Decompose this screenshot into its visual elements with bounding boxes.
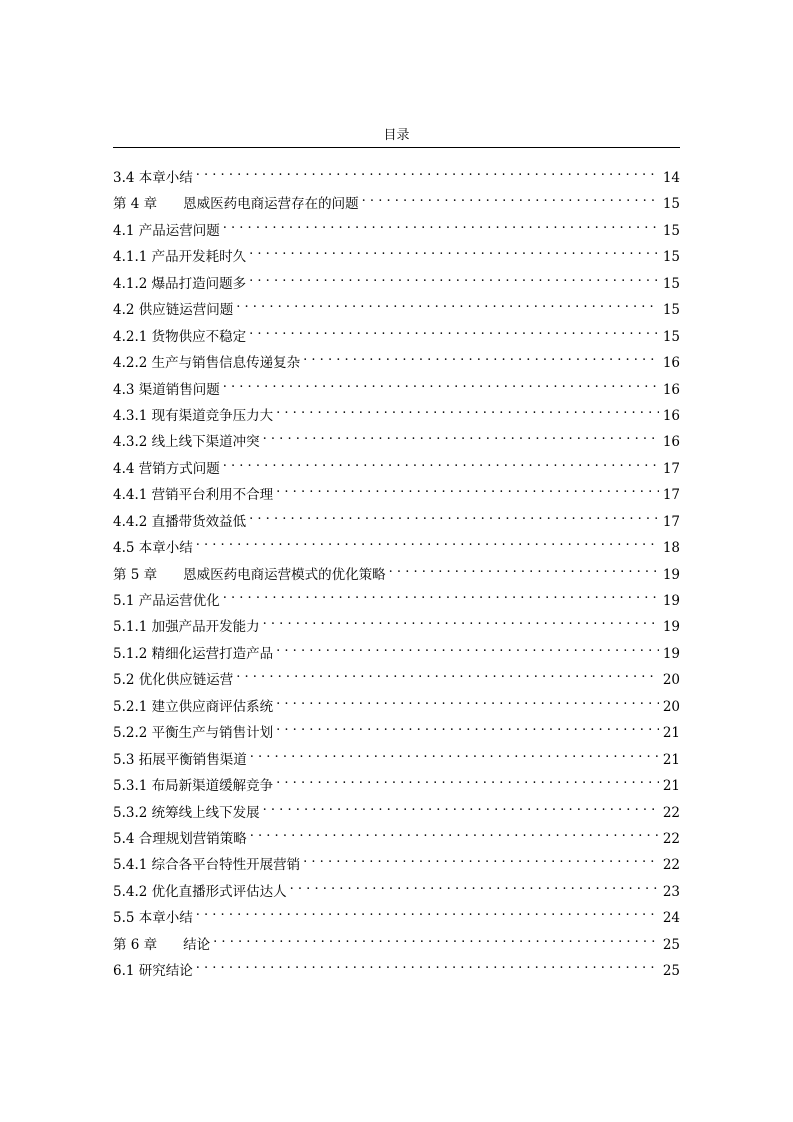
toc-entry-label: 5.3 拓展平衡销售渠道 xyxy=(113,751,247,768)
toc-entry-label: 5.2 优化供应链运营 xyxy=(113,672,234,689)
toc-entry-page: 16 xyxy=(662,381,680,398)
toc-entry[interactable] xyxy=(113,426,680,452)
toc-chapter-entry[interactable] xyxy=(113,559,680,585)
toc-entry-page: 15 xyxy=(662,196,680,213)
toc-entry[interactable] xyxy=(113,585,680,611)
toc-entry-label: 4.3.2 线上线下渠道冲突 xyxy=(113,434,260,451)
page-header xyxy=(113,127,680,148)
toc-entry[interactable] xyxy=(113,955,680,981)
toc-entry-label: 5.5 本章小结 xyxy=(113,910,193,927)
toc-entry-label: 4.2.1 货物供应不稳定 xyxy=(113,328,247,345)
toc-entry-page: 19 xyxy=(662,566,680,583)
toc-entry-label: 4.4.2 直播带货效益低 xyxy=(113,513,247,530)
toc-entry[interactable] xyxy=(113,638,680,664)
toc-entry-label: 4.5 本章小结 xyxy=(113,540,193,557)
toc-entry-page: 22 xyxy=(662,830,680,847)
toc-entry-page: 15 xyxy=(662,249,680,266)
toc-leader-dots xyxy=(276,400,659,420)
toc-entry-label xyxy=(113,565,389,585)
toc-entry-page: 16 xyxy=(662,407,680,424)
toc-leader-dots xyxy=(223,453,659,473)
toc-entry-label: 5.1.2 精细化运营打造产品 xyxy=(113,645,274,662)
toc-entry-page: 16 xyxy=(662,355,680,372)
toc-entry-label: 4.1 产品运营问题 xyxy=(113,222,220,239)
toc-leader-dots xyxy=(263,797,659,817)
toc-leader-dots xyxy=(276,717,659,737)
toc-entry-page: 15 xyxy=(662,275,680,292)
toc-leader-dots xyxy=(236,294,659,314)
toc-entry-label: 5.2.1 建立供应商评估系统 xyxy=(113,698,274,715)
toc-entry-page: 18 xyxy=(662,540,680,557)
toc-entry[interactable] xyxy=(113,611,680,637)
toc-entry-page: 21 xyxy=(662,751,680,768)
toc-entry[interactable] xyxy=(113,744,680,770)
toc-leader-dots xyxy=(196,162,659,182)
toc-entry-page: 15 xyxy=(662,328,680,345)
toc-entry-label: 5.4.2 优化直播形式评估达人 xyxy=(113,883,287,900)
toc-entry[interactable] xyxy=(113,876,680,902)
toc-entry-label: 4.4 营销方式问题 xyxy=(113,460,220,477)
page-header-title: 目录 xyxy=(383,128,410,143)
toc-entry[interactable] xyxy=(113,321,680,347)
toc-entry-page: 20 xyxy=(662,698,680,715)
toc-entry[interactable] xyxy=(113,849,680,875)
toc-entry[interactable] xyxy=(113,347,680,373)
toc-leader-dots xyxy=(223,585,659,605)
table-of-contents xyxy=(113,162,680,982)
toc-entry-label: 5.3.1 布局新渠道缓解竞争 xyxy=(113,778,274,795)
toc-leader-dots xyxy=(249,241,659,261)
toc-entry-page: 19 xyxy=(662,619,680,636)
toc-entry-page: 16 xyxy=(662,434,680,451)
toc-chapter-title: 恩威医药电商运营存在的问题 xyxy=(183,196,359,213)
toc-entry-label: 6.1 研究结论 xyxy=(113,963,193,980)
toc-entry-page: 22 xyxy=(662,804,680,821)
toc-entry-page: 15 xyxy=(662,302,680,319)
toc-chapter-title: 恩威医药电商运营模式的优化策略 xyxy=(183,566,386,583)
toc-entry-page: 17 xyxy=(662,487,680,504)
toc-leader-dots xyxy=(250,744,659,764)
toc-leader-dots xyxy=(250,823,659,843)
toc-entry[interactable] xyxy=(113,479,680,505)
toc-chapter-title: 结论 xyxy=(183,936,211,953)
toc-leader-dots xyxy=(249,506,659,526)
toc-entry-label: 4.4.1 营销平台利用不合理 xyxy=(113,487,274,504)
toc-leader-dots xyxy=(196,902,659,922)
toc-chapter-entry[interactable] xyxy=(113,188,680,214)
toc-entry-page: 17 xyxy=(662,513,680,530)
toc-leader-dots xyxy=(249,321,659,341)
toc-entry-label xyxy=(113,194,362,214)
toc-entry-label: 4.3 渠道销售问题 xyxy=(113,381,220,398)
toc-leader-dots xyxy=(223,215,659,235)
toc-entry[interactable] xyxy=(113,294,680,320)
toc-entry-page: 15 xyxy=(662,222,680,239)
toc-entry[interactable] xyxy=(113,162,680,188)
toc-entry-page: 19 xyxy=(662,645,680,662)
toc-entry-label: 4.2.2 生产与销售信息传递复杂 xyxy=(113,355,301,372)
toc-entry[interactable] xyxy=(113,532,680,558)
toc-entry-label: 5.1.1 加强产品开发能力 xyxy=(113,619,260,636)
toc-entry[interactable] xyxy=(113,374,680,400)
toc-entry[interactable] xyxy=(113,215,680,241)
toc-entry-label: 3.4 本章小结 xyxy=(113,170,193,186)
toc-leader-dots xyxy=(303,849,659,869)
toc-leader-dots xyxy=(196,955,659,975)
toc-leader-dots xyxy=(213,929,659,949)
toc-entry[interactable] xyxy=(113,268,680,294)
toc-entry-label: 4.1.1 产品开发耗时久 xyxy=(113,249,247,266)
toc-entry-label: 5.4 合理规划营销策略 xyxy=(113,830,247,847)
toc-leader-dots xyxy=(196,532,659,552)
toc-chapter-number: 第 6 章 xyxy=(113,936,158,953)
toc-leader-dots xyxy=(276,770,659,790)
toc-entry[interactable] xyxy=(113,453,680,479)
toc-entry-page: 23 xyxy=(662,883,680,900)
toc-entry[interactable] xyxy=(113,797,680,823)
toc-chapter-entry[interactable] xyxy=(113,929,680,955)
toc-entry-page: 19 xyxy=(662,593,680,609)
toc-leader-dots xyxy=(263,426,659,446)
toc-entry-label xyxy=(113,935,213,955)
toc-chapter-number: 第 4 章 xyxy=(113,196,158,213)
toc-entry-label: 4.1.2 爆品打造问题多 xyxy=(113,275,247,292)
toc-leader-dots xyxy=(389,559,659,579)
toc-leader-dots xyxy=(276,638,659,658)
toc-entry-page: 17 xyxy=(662,460,680,477)
toc-entry[interactable] xyxy=(113,902,680,928)
toc-entry-page: 14 xyxy=(662,170,680,186)
toc-entry-label: 5.1 产品运营优化 xyxy=(113,593,220,609)
toc-entry-label: 4.2 供应链运营问题 xyxy=(113,302,234,319)
toc-entry-page: 24 xyxy=(662,910,680,927)
toc-entry[interactable] xyxy=(113,770,680,796)
toc-entry-page: 22 xyxy=(662,857,680,874)
toc-entry-page: 25 xyxy=(662,963,680,980)
toc-entry-label: 4.3.1 现有渠道竞争压力大 xyxy=(113,407,274,424)
toc-entry-label: 5.3.2 统筹线上线下发展 xyxy=(113,804,260,821)
toc-leader-dots xyxy=(362,188,659,208)
toc-entry[interactable] xyxy=(113,691,680,717)
toc-leader-dots xyxy=(290,876,659,896)
toc-leader-dots xyxy=(236,664,659,684)
toc-entry[interactable] xyxy=(113,241,680,267)
toc-entry[interactable] xyxy=(113,506,680,532)
toc-entry-page: 21 xyxy=(662,778,680,795)
toc-entry-label: 5.4.1 综合各平台特性开展营销 xyxy=(113,857,301,874)
toc-chapter-number: 第 5 章 xyxy=(113,566,158,583)
toc-entry-page: 20 xyxy=(662,672,680,689)
toc-leader-dots xyxy=(223,374,659,394)
toc-leader-dots xyxy=(249,268,659,288)
toc-leader-dots xyxy=(303,347,659,367)
toc-entry[interactable] xyxy=(113,717,680,743)
toc-leader-dots xyxy=(276,691,659,711)
toc-entry[interactable] xyxy=(113,400,680,426)
toc-leader-dots xyxy=(276,479,659,499)
toc-entry[interactable] xyxy=(113,823,680,849)
toc-entry-page: 25 xyxy=(662,936,680,953)
toc-entry-label: 5.2.2 平衡生产与销售计划 xyxy=(113,725,274,742)
toc-entry[interactable] xyxy=(113,664,680,690)
toc-entry-page: 21 xyxy=(662,725,680,742)
toc-leader-dots xyxy=(263,611,659,631)
